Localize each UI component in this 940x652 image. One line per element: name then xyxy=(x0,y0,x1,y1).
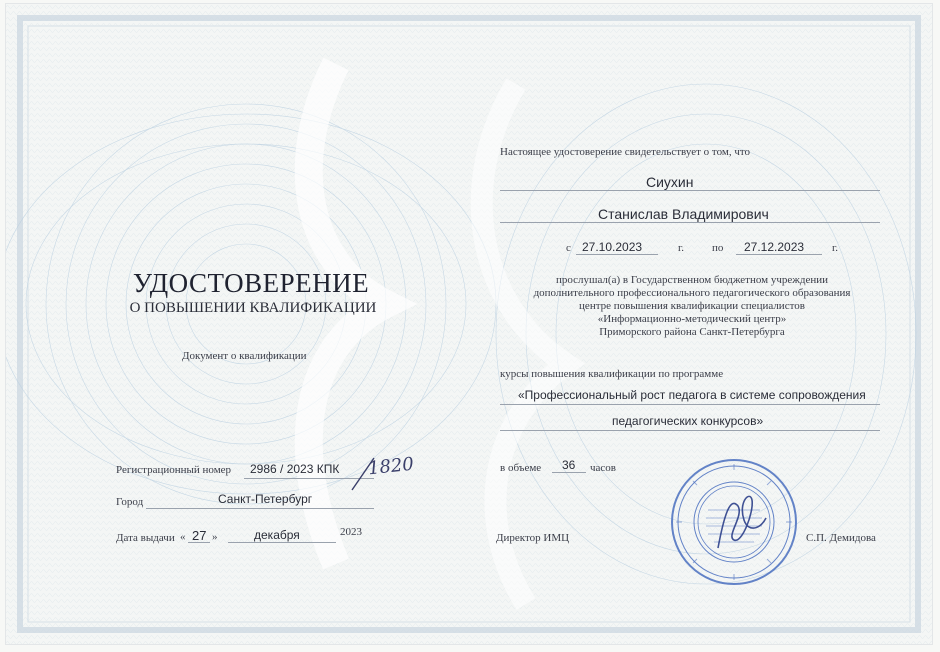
institution-line-4: «Информационно-методический центр» xyxy=(597,313,787,325)
issue-close-quote: » xyxy=(212,531,218,543)
institution-block xyxy=(502,274,882,339)
document-type-label: Документ о квалификации xyxy=(182,350,307,362)
program-title-line-2: педагогических конкурсов» xyxy=(612,414,764,428)
registration-number: 2986 / 2023 КПК xyxy=(250,462,340,476)
volume-unit: часов xyxy=(590,462,616,474)
certificate-sheet xyxy=(6,4,932,644)
to-label: по xyxy=(712,242,724,254)
program-label: курсы повышения квалификации по программе xyxy=(500,368,724,380)
intro-text: Настоящее удостоверение свидетельствует о том, что xyxy=(500,146,751,158)
date-to: 27.12.2023 xyxy=(744,240,805,254)
volume-value: 36 xyxy=(562,458,576,472)
registration-label: Регистрационный номер xyxy=(116,464,232,476)
official-stamp-seal xyxy=(668,456,800,588)
city-label: Город xyxy=(116,496,144,508)
registration-handwritten: 1820 xyxy=(367,453,415,480)
year-suffix-2: г. xyxy=(832,242,839,254)
certificate-subtitle: О ПОВЫШЕНИИ КВАЛИФИКАЦИИ xyxy=(129,300,377,316)
institution-line-5: Приморского района Санкт-Петербурга xyxy=(599,326,785,338)
year-suffix-1: г. xyxy=(678,242,685,254)
institution-line-1: прослушал(а) в Государственном бюджетном учреждении xyxy=(555,274,829,286)
issue-date-label: Дата выдачи xyxy=(116,532,175,544)
issue-month: декабря xyxy=(254,528,300,542)
director-label: Директор ИМЦ xyxy=(496,532,570,544)
date-from: 27.10.2023 xyxy=(582,240,643,254)
volume-label: в объеме xyxy=(500,462,542,474)
institution-line-2: дополнительного профессионального педагогического образования xyxy=(533,287,851,299)
director-name: С.П. Демидова xyxy=(806,532,876,544)
issue-open-quote: « xyxy=(180,531,186,543)
program-title-line-1: «Профессиональный рост педагога в системе сопровождения xyxy=(518,388,866,402)
surname: Сиухин xyxy=(646,174,694,190)
given-names: Станислав Владимирович xyxy=(598,206,769,222)
institution-line-3: центре повышения квалификации специалистов xyxy=(579,300,805,312)
certificate-title: УДОСТОВЕРЕНИЕ xyxy=(132,268,370,298)
from-label: с xyxy=(566,242,571,254)
city-value: Санкт-Петербург xyxy=(218,492,313,506)
issue-day: 27 xyxy=(192,528,207,543)
issue-year: 2023 xyxy=(340,526,362,538)
